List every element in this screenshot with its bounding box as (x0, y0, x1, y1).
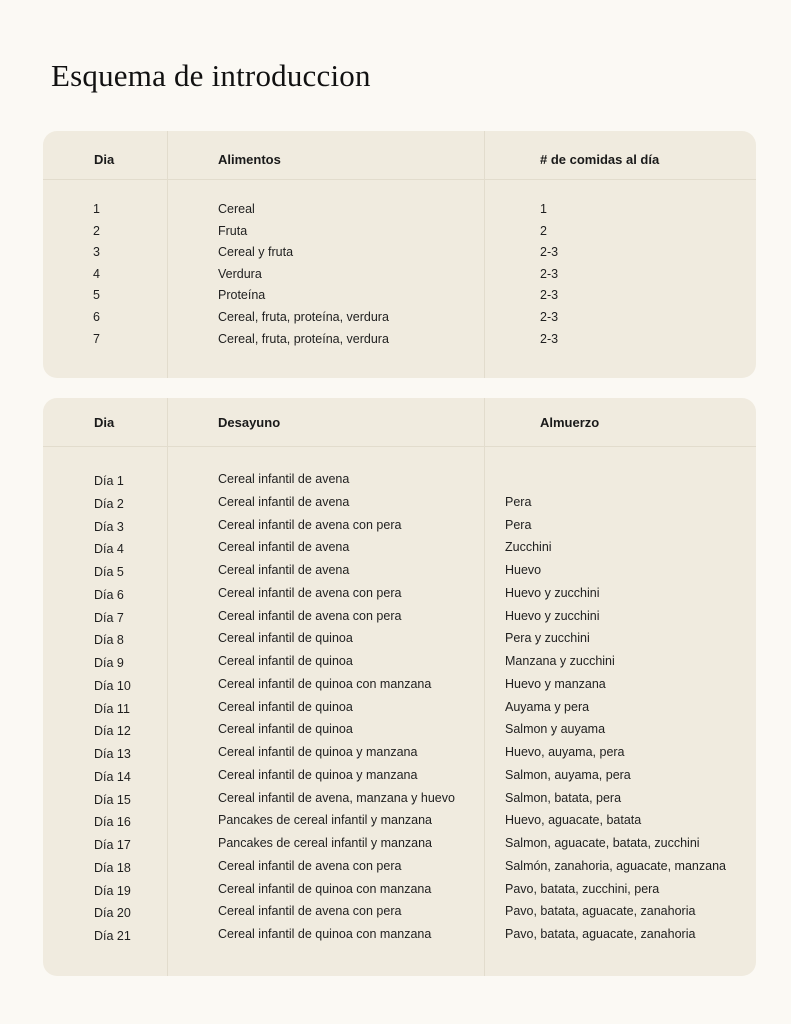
header-alimentos: Alimentos (218, 152, 281, 167)
table-cell-dia: Día 14 (94, 769, 131, 784)
table-cell-almuerzo: Manzana y zucchini (505, 654, 615, 668)
table-cell-almuerzo: Pavo, batata, zucchini, pera (505, 881, 660, 896)
table-cell-desayuno: Cereal infantil de quinoa con manzana (218, 676, 432, 691)
table-cell-dia: Día 15 (94, 792, 131, 807)
table-cell-dia: Día 13 (94, 747, 131, 761)
table-cell-dia: 1 (93, 202, 100, 216)
table-cell-desayuno: Cereal infantil de avena con pera (218, 904, 402, 919)
header-dia: Dia (94, 152, 115, 167)
table-cell-desayuno: Pancakes de cereal infantil y manzana (218, 836, 433, 850)
table-cell-desayuno: Cereal infantil de quinoa y manzana (218, 767, 418, 782)
header-desayuno: Desayuno (218, 415, 281, 430)
table-cell-almuerzo: Huevo y manzana (505, 676, 606, 691)
table-cell-almuerzo: Pera (505, 494, 532, 509)
table-cell-alimentos: Cereal, fruta, proteína, verdura (218, 331, 389, 346)
table-cell-comidas: 2-3 (540, 245, 559, 260)
table-cell-dia: 6 (93, 310, 100, 324)
table-cell-dia: Día 12 (94, 724, 131, 739)
table-cell-alimentos: Fruta (218, 223, 248, 238)
table-cell-almuerzo: Pavo, batata, aguacate, zanahoria (505, 927, 696, 941)
table-cell-desayuno: Cereal infantil de quinoa (218, 699, 353, 714)
table-cell-dia: 5 (93, 288, 100, 303)
table-cell-desayuno: Cereal infantil de quinoa con manzana (218, 927, 432, 941)
table-cell-desayuno: Cereal infantil de avena, manzana y huevo (218, 790, 455, 805)
table-cell-almuerzo: Pavo, batata, aguacate, zanahoria (505, 904, 696, 919)
column-divider (167, 398, 168, 976)
table-cell-dia: Día 10 (94, 678, 131, 693)
table-cell-dia: Día 4 (94, 542, 124, 557)
table-cell-dia: Día 11 (94, 701, 130, 716)
table-cell-desayuno: Cereal infantil de quinoa y manzana (218, 745, 418, 759)
table-cell-desayuno: Pancakes de cereal infantil y manzana (218, 813, 433, 828)
table-cell-desayuno: Cereal infantil de quinoa (218, 631, 353, 646)
table-cell-almuerzo: Huevo, auyama, pera (505, 745, 625, 759)
table-cell-dia: 2 (93, 223, 100, 238)
table-cell-desayuno: Cereal infantil de avena con pera (218, 517, 402, 532)
table-cell-comidas: 2-3 (540, 310, 559, 324)
table-cell-almuerzo: Huevo y zucchini (505, 585, 600, 600)
table-cell-almuerzo: Huevo (505, 563, 542, 577)
table-cell-comidas: 2-3 (540, 331, 559, 346)
table-cell-dia: Día 9 (94, 656, 124, 670)
table-cell-dia: Día 6 (94, 587, 124, 602)
column-divider (167, 131, 168, 378)
table-cell-desayuno: Cereal infantil de avena con pera (218, 858, 402, 873)
column-divider (484, 131, 485, 378)
table-cell-comidas: 2-3 (540, 266, 559, 281)
table-cell-alimentos: Proteína (218, 288, 266, 303)
table-cell-dia: 7 (93, 331, 100, 346)
meal-plan-table (43, 398, 756, 976)
table-cell-desayuno: Cereal infantil de avena (218, 563, 350, 577)
table-cell-dia: Día 7 (94, 610, 124, 625)
intro-schedule-table (43, 131, 756, 378)
table-cell-dia: 4 (93, 266, 100, 281)
table-cell-dia: Día 20 (94, 906, 131, 921)
table-cell-dia: Día 8 (94, 633, 124, 648)
table-cell-desayuno: Cereal infantil de quinoa (218, 654, 353, 668)
header-divider (43, 446, 756, 447)
table-cell-dia: Día 16 (94, 815, 131, 830)
header-divider (43, 179, 756, 180)
table-cell-almuerzo: Huevo y zucchini (505, 608, 600, 623)
header-almuerzo: Almuerzo (540, 415, 600, 430)
table-cell-alimentos: Cereal (218, 202, 255, 216)
table-cell-almuerzo: Salmon, batata, pera (505, 790, 622, 805)
header-comidas: # de comidas al día (540, 152, 660, 167)
table-cell-almuerzo: Salmon, aguacate, batata, zucchini (505, 836, 700, 850)
table-cell-alimentos: Cereal, fruta, proteína, verdura (218, 310, 389, 324)
table-cell-dia: Día 3 (94, 519, 124, 534)
table-cell-almuerzo: Huevo, aguacate, batata (505, 813, 642, 828)
table-cell-almuerzo: Pera y zucchini (505, 631, 590, 646)
table-cell-dia: 3 (93, 245, 100, 260)
table-cell-almuerzo: Zucchini (505, 540, 552, 555)
table-cell-desayuno: Cereal infantil de quinoa (218, 722, 353, 737)
table-cell-desayuno: Cereal infantil de avena (218, 472, 350, 486)
table-cell-dia: Día 5 (94, 565, 124, 579)
table-cell-almuerzo: Auyama y pera (505, 699, 590, 714)
table-cell-dia: Día 1 (94, 474, 124, 488)
table-cell-desayuno: Cereal infantil de quinoa con manzana (218, 881, 432, 896)
table-cell-comidas: 2 (540, 223, 547, 238)
table-cell-desayuno: Cereal infantil de avena (218, 540, 350, 555)
table-cell-almuerzo: Pera (505, 517, 532, 532)
table-cell-comidas: 2-3 (540, 288, 559, 303)
table-cell-almuerzo: Salmón, zanahoria, aguacate, manzana (505, 858, 726, 873)
column-divider (484, 398, 485, 976)
page-title: Esquema de introduccion (51, 58, 371, 93)
table-cell-almuerzo: Salmon, auyama, pera (505, 767, 631, 782)
table-cell-dia: Día 21 (94, 929, 131, 943)
table-cell-dia: Día 17 (94, 838, 131, 852)
table-cell-alimentos: Cereal y fruta (218, 245, 294, 260)
table-cell-desayuno: Cereal infantil de avena con pera (218, 585, 402, 600)
table-cell-dia: Día 18 (94, 860, 131, 875)
table-cell-alimentos: Verdura (218, 266, 262, 281)
table-cell-dia: Día 2 (94, 496, 124, 511)
table-cell-almuerzo: Salmon y auyama (505, 722, 606, 737)
table-cell-desayuno: Cereal infantil de avena con pera (218, 608, 402, 623)
table-cell-comidas: 1 (540, 202, 547, 216)
table-cell-desayuno: Cereal infantil de avena (218, 494, 350, 509)
header-dia: Dia (94, 415, 115, 430)
table-cell-dia: Día 19 (94, 883, 131, 898)
